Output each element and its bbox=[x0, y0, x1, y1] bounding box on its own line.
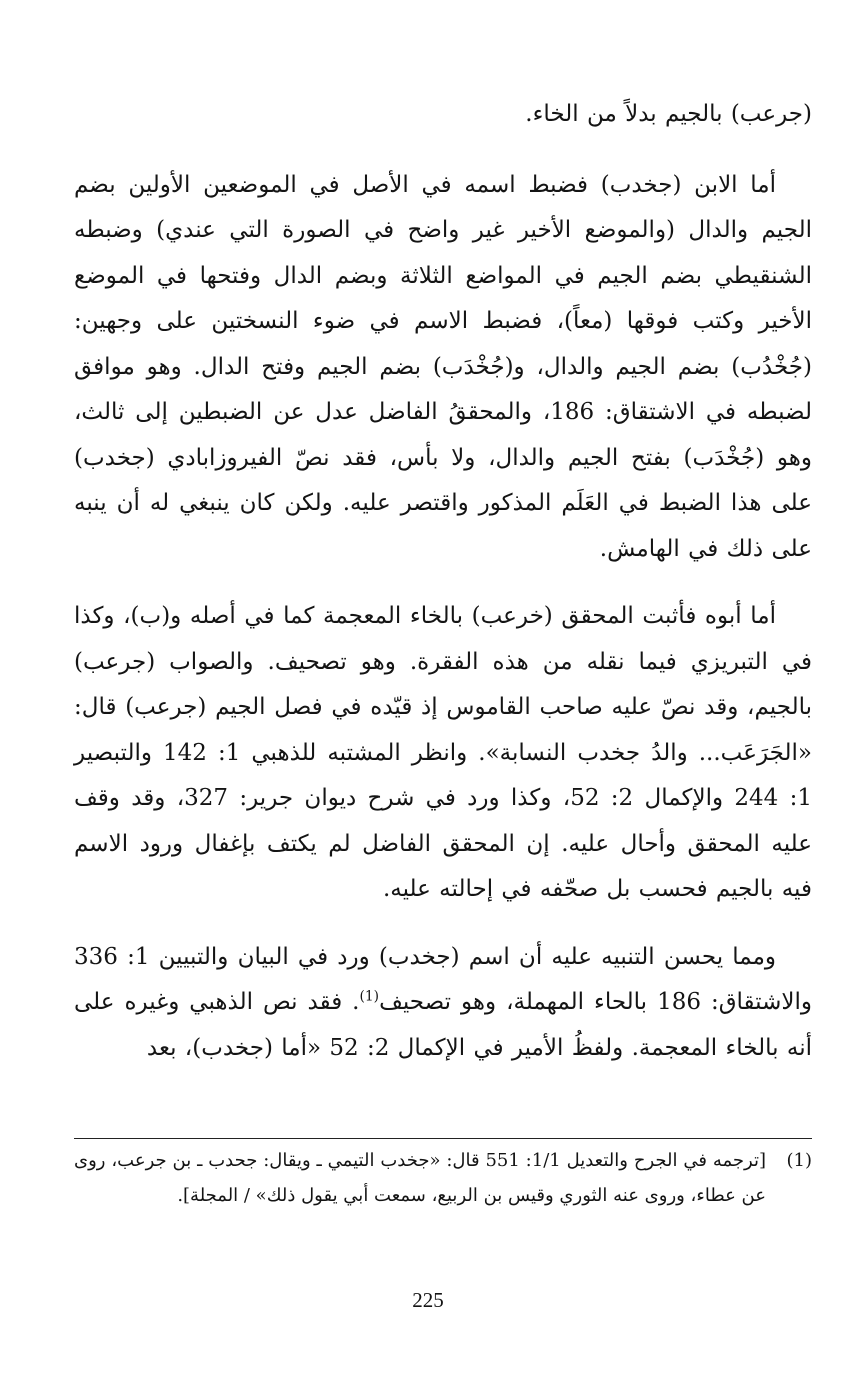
footnote-divider bbox=[74, 1138, 812, 1139]
paragraph-text-end: . فقد نص الذهبي وغيره على أنه بالخاء المعجمة. ولفظُ الأمير في الإكمال 2: 52 «أما (جخدب)، بعد bbox=[74, 989, 812, 1061]
paragraph-text-start: ومما يحسن التنبيه عليه أن اسم (جخدب) ورد في البيان والتبيين 1: 336 والاشتقاق: 186 بالحاء المهملة، وهو تصحيف bbox=[74, 943, 813, 1015]
paragraph-note-jakhdab bbox=[74, 935, 812, 1072]
paragraph-continuation: (جرعب) بالجيم بدلاً من الخاء. bbox=[525, 101, 812, 127]
paragraph-jakhdab-son: أما الابن (جخدب) فضبط اسمه في الأصل في الموضعين الأولين بضم الجيم والدال (والموضع الأخير غير واضح في الصورة التي عندي) وضبطه الشنقيطي بضم الجيم في المواضع الثلاثة وبضم الدال وفتحها في الموضع الأخير وكتب فوقها (معاً)، فضبط الاسم في ضوء النسختين على وجهين: (جُخْدُب) بضم الجيم والدال، و(جُخْدَب) بضم الجيم وفتح الدال. وهو موافق لضبطه في الاشتقاق: 186، والمحققُ الفاضل عدل عن الضبطين إلى ثالث، وهو (جُخْدَب) بفتح الجيم والدال، ولا بأس، فقد نصّ الفيروزابادي (جخدب) على هذا الضبط في العَلَم المذكور واقتصر عليه. ولكن كان ينبغي له أن ينبه على ذلك في الهامش. bbox=[74, 171, 812, 562]
footnote-marker: (1) bbox=[786, 1150, 812, 1171]
footnote-text: [ترجمه في الجرح والتعديل 1/1: 551 قال: «جخدب التيمي ـ ويقال: جحدب ـ بن جرعب، روى عن عطاء، وروى عنه الثوري وقيس بن الربيع، سمعت أبي يقول ذلك» / المجلة]. bbox=[74, 1150, 766, 1206]
footnote-reference: (1) bbox=[359, 988, 380, 1005]
paragraph-father-name: أما أبوه فأثبت المحقق (خرعب) بالخاء المعجمة كما في أصله و(ب)، وكذا في التبريزي فيما نقله من هذه الفقرة. وهو تصحيف. والصواب (جرعب) بالجيم، وقد نصّ عليه صاحب القاموس إذ قيّده في فصل الجيم (جرعب) قال: «الجَرَعَب... والدُ جخدب النسابة». وانظر المشتبه للذهبي 1: 142 والتبصير 1: 244 والإكمال 2: 52، وكذا ورد في شرح ديوان جرير: 327، وقد وقف عليه المحقق وأحال عليه. إن المحقق الفاضل لم يكتف بإغفال ورود الاسم فيه بالجيم فحسب بل صحّفه في إحالته عليه. bbox=[74, 603, 813, 902]
main-text bbox=[74, 92, 812, 1071]
page-number: 225 bbox=[412, 1288, 444, 1312]
footnote bbox=[74, 1143, 812, 1213]
